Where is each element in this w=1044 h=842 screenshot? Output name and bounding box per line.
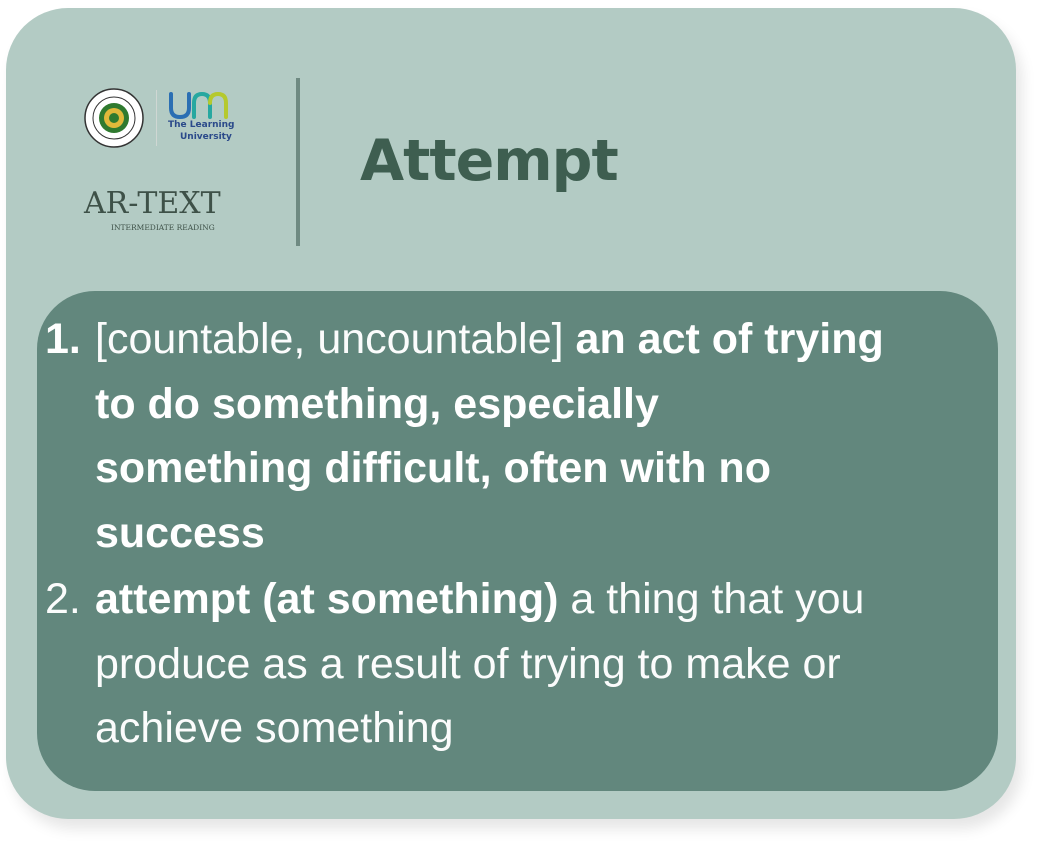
definition-text: an act of trying to do something, especially something difficult, often with no success <box>95 315 884 557</box>
um-tagline-line1: The Learning <box>168 120 235 130</box>
page-title: Attempt <box>360 128 618 194</box>
header-divider <box>296 78 300 246</box>
definition-item-1 <box>45 307 885 565</box>
definition-item-2 <box>45 567 885 761</box>
definition-grammar: [countable, uncountable] <box>95 315 564 363</box>
um-tagline-line2: University <box>180 132 232 142</box>
brand-subtitle: INTERMEDIATE READING <box>111 223 215 232</box>
definition-number: 2. <box>45 575 81 623</box>
definition-number: 1. <box>45 315 81 363</box>
university-seal-icon <box>84 88 144 148</box>
logo-separator <box>156 90 157 146</box>
brand-name: AR-TEXT <box>84 186 221 221</box>
um-logo-icon <box>168 90 230 120</box>
logo-area <box>84 86 264 246</box>
definition-phrase: attempt (at something) <box>95 575 559 623</box>
definition-text: a thing that you produce as a result of trying to make or achieve something <box>95 575 865 752</box>
